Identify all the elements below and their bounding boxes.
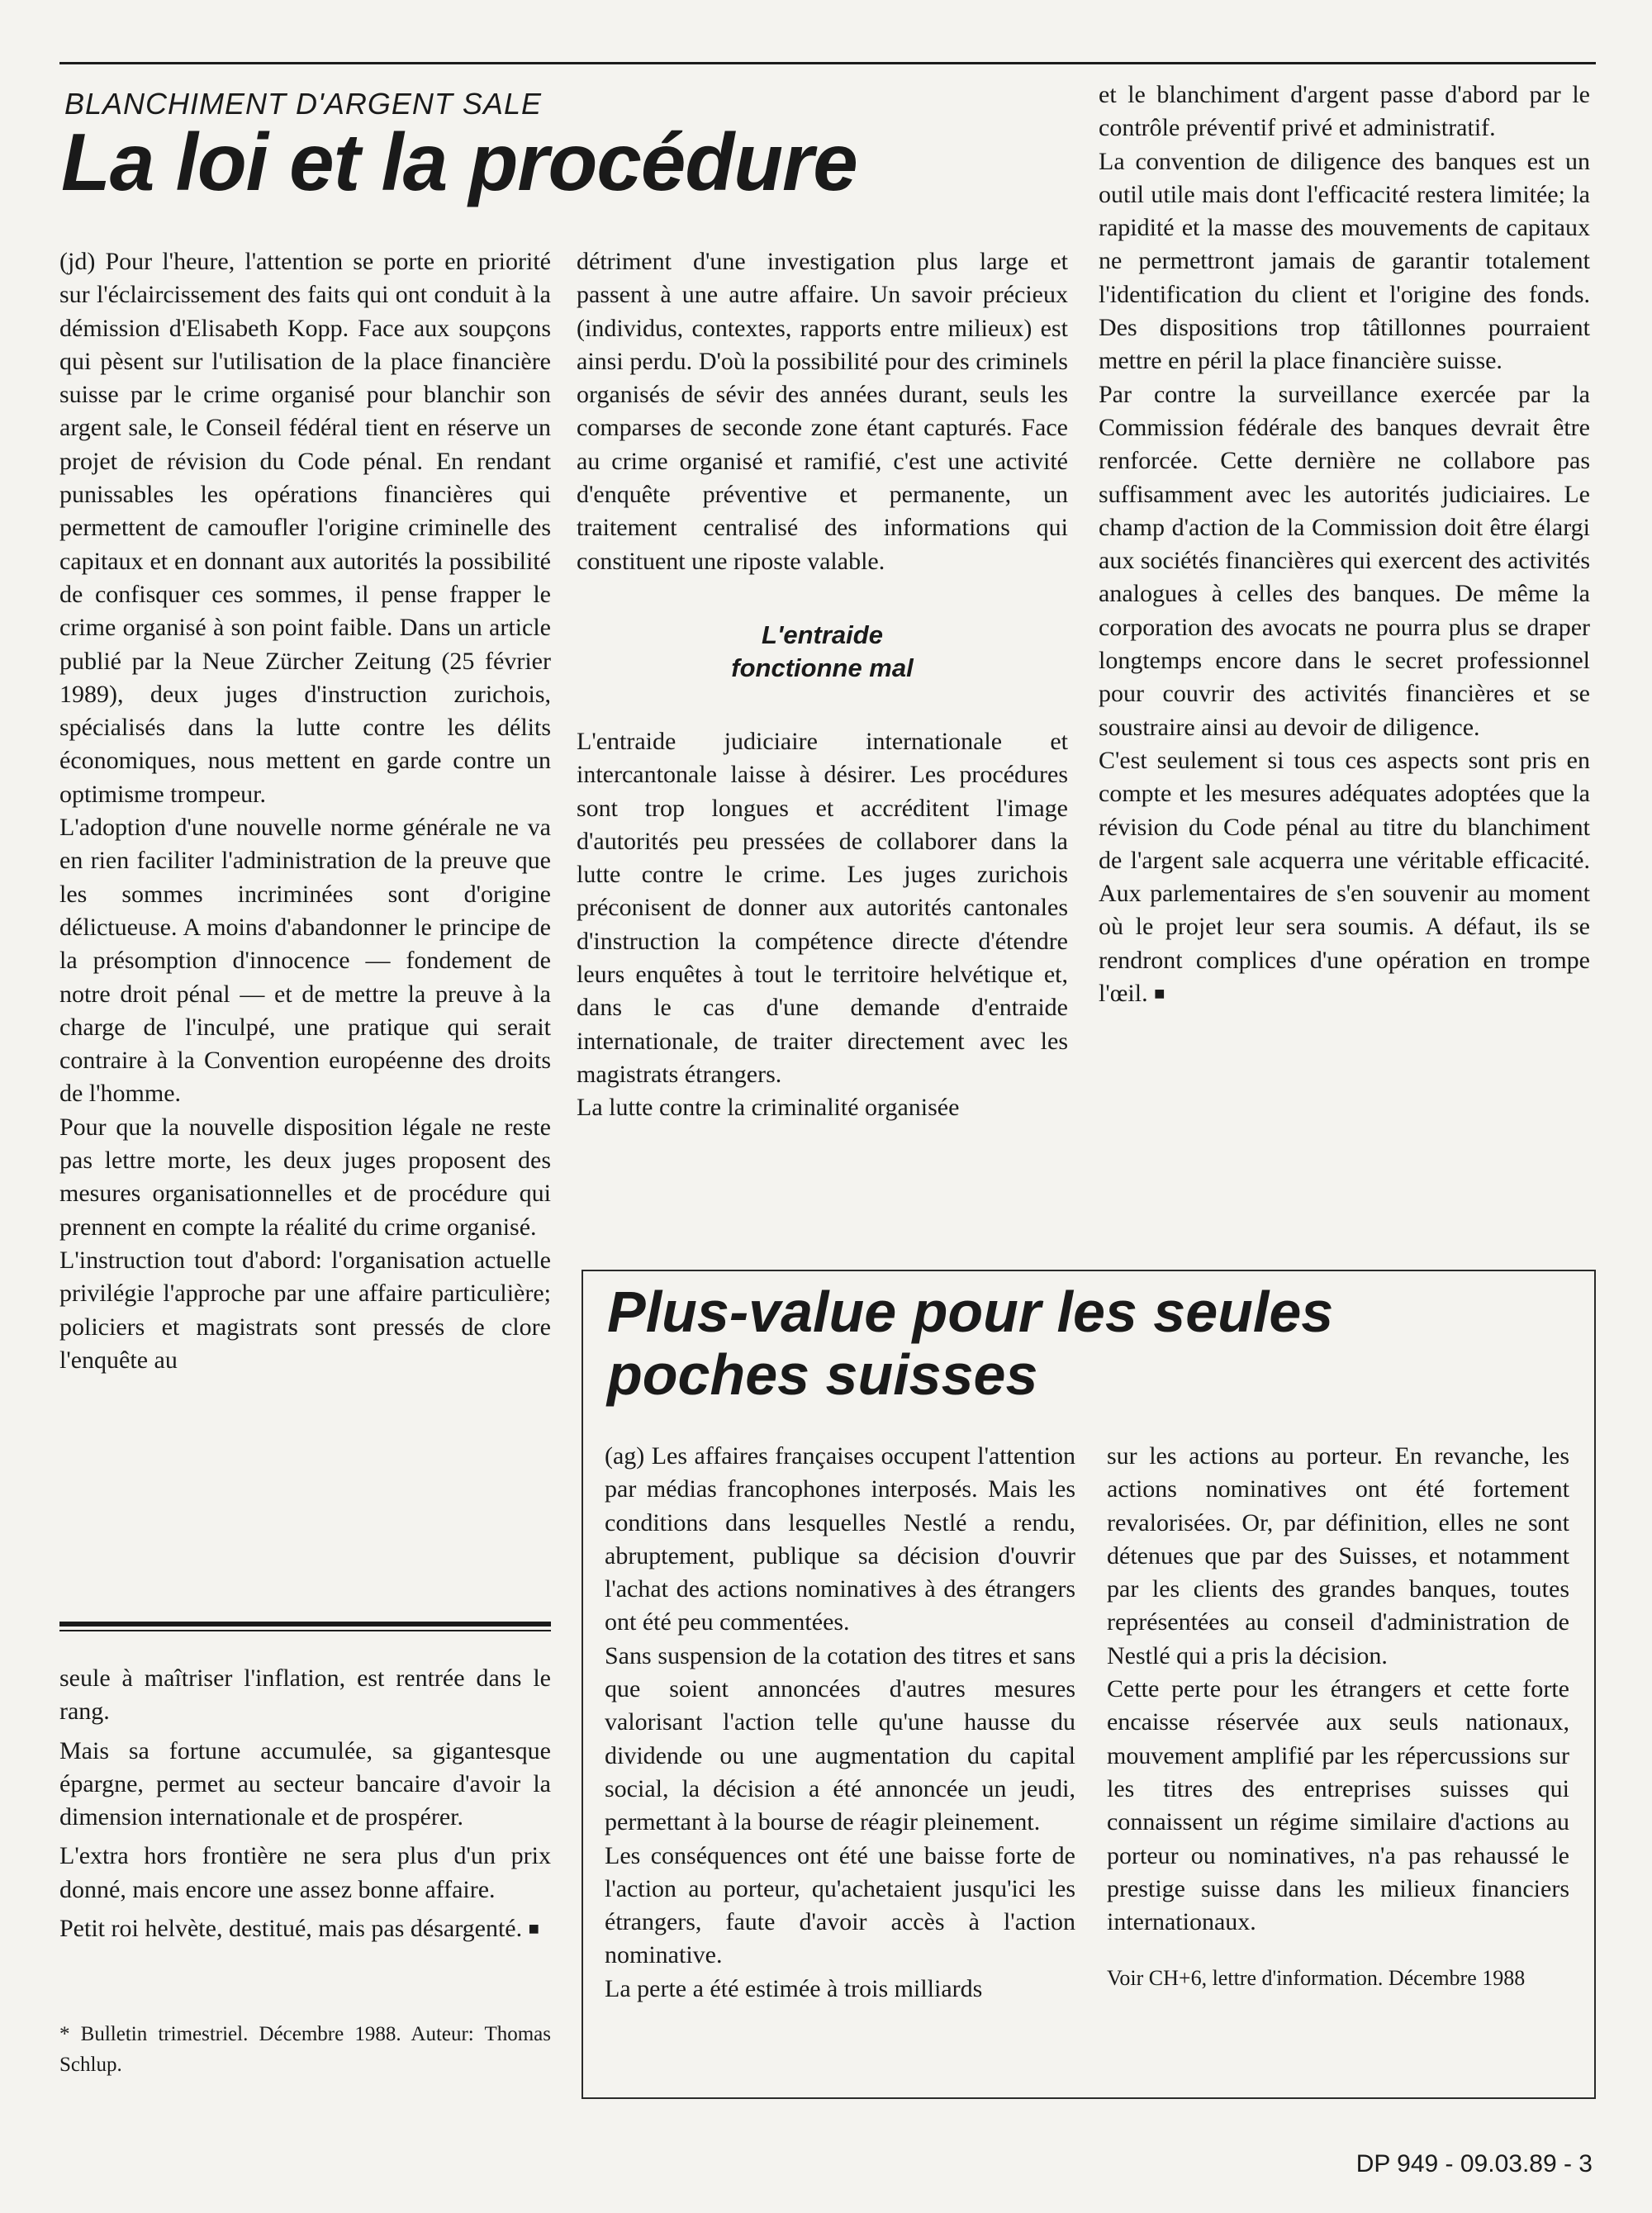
article-column-1 bbox=[59, 245, 551, 1377]
article-title: La loi et la procédure bbox=[61, 116, 857, 207]
paragraph: La perte a été estimée à trois milliards bbox=[605, 1974, 983, 2002]
paragraph: L'adoption d'une nouvelle norme générale ne va en rien faciliter l'administration de la preuve que les sommes incriminées sont d'origine délictueuse. A moins d'abandonner le principe de la présomption d'innocence — fondement de notre droit pénal — et de mettre la preuve à la charge de l'inculpé, une pratique qui serait contraire à la Convention européenne des droits de l'homme. bbox=[59, 814, 551, 1108]
paragraph: L'instruction tout d'abord: l'organisation actuelle privilégie l'approche par une affaire particulière; policiers et magistrats sont pressés de clore l'enquête au bbox=[59, 1246, 551, 1374]
paragraph: seule à maîtriser l'inflation, est rentrée dans le rang. bbox=[59, 1664, 551, 1726]
top-rule bbox=[59, 62, 1596, 64]
continued-article bbox=[59, 1662, 551, 1945]
paragraph bbox=[59, 1912, 551, 1945]
paragraph: détriment d'une investigation plus large et passent à une autre affaire. Un savoir précieux (individus, contextes, rapports entre milieux) est ainsi perdu. D'où la possibilité pour des criminels organisés de sévir des années durant, seuls les comparses de seconde zone étant capturés. Face au crime organisé et ramifié, c'est une activité d'enquête préventive et permanente, un traitement centralisé des informations qui constituent une riposte valable. bbox=[577, 248, 1068, 575]
article-column-3 bbox=[1099, 78, 1590, 1010]
paragraph: et le blanchiment d'argent passe d'abord par le contrôle préventif privé et administratif. bbox=[1099, 81, 1590, 142]
paragraph: Cette perte pour les étrangers et cette forte encaisse réservée aux seuls nationaux, mouvement amplifié par les répercussions sur les titres des entreprises suisses qui connaissent un régime similaire d'actions au porteur ou nominatives, n'a pas rehaussé le prestige suisse dans les milieux financiers internationaux. bbox=[1107, 1675, 1569, 1936]
double-rule bbox=[59, 1622, 551, 1631]
paragraph: Sans suspension de la cotation des titres et sans que soient annoncées d'autres mesures valorisant l'action telle qu'une hausse du dividende ou une augmentation du capital social, la décision a été annoncée un jeudi, permettant à la bourse de réagir pleinement. bbox=[605, 1641, 1075, 1836]
end-mark-icon: ■ bbox=[528, 1918, 539, 1940]
paragraph-text: C'est seulement si tous ces aspects sont pris en compte et les mesures adéquates adoptées que la révision du Code pénal au titre du blanchiment de l'argent sale acquerra une véritable efficacité. Aux parlementaires de s'en souvenir au moment où le projet leur sera soumis. A défaut, ils se rendront complices d'une opération en trompe l'œil. bbox=[1099, 746, 1590, 1008]
subheading-line: L'entraide bbox=[762, 620, 883, 649]
paragraph: L'extra hors frontière ne sera plus d'un prix donné, mais encore une assez bonne affaire. bbox=[59, 1842, 551, 1903]
footnote: * Bulletin trimestriel. Décembre 1988. Auteur: Thomas Schlup. bbox=[59, 2023, 551, 2076]
boxed-column-1 bbox=[605, 1440, 1075, 2006]
paragraph: L'entraide judiciaire internationale et intercantonale laisse à désirer. Les procédures sont trop longues et accréditent l'image d'autorités peu pressées de collaborer dans la lutte contre le crime. Les juges zurichois préconisent de donner aux autorités cantonales d'instruction la compétence directe d'étendre leurs enquêtes à tout le territoire helvétique et, dans le cas d'une demande d'entraide internationale, de traiter directement avec les magistrats étrangers. bbox=[577, 727, 1068, 1088]
paragraph: Par contre la surveillance exercée par la Commission fédérale des banques devrait être renforcée. Cette dernière ne collabore pas suffisamment avec les autorités judiciaires. Le champ d'action de la Commission doit être élargi aux sociétés financières qui exercent des activités analogues à celles des banques. De même la corporation des avocats ne pourra plus se draper longtemps encore dans le secret professionnel pour couvrir des activités financières et se soustraire ainsi au devoir de diligence. bbox=[1099, 380, 1590, 741]
paragraph: (ag) Les affaires françaises occupent l'attention par médias francophones interposés. Mais les conditions dans lesquelles Nestlé a rendu, abruptement, publique sa décision d'ouvrir l'achat des actions nominatives à des étrangers ont été peu commentées. bbox=[605, 1442, 1075, 1636]
paragraph: La convention de diligence des banques est un outil utile mais dont l'efficacité restera limitée; la rapidité et la masse des mouvements de capitaux ne permettront jamais de garantir totalement l'identification du client et l'origine des fonds. Des dispositions trop tâtillonnes pourraient mettre en péril la place financière suisse. bbox=[1099, 147, 1590, 375]
paragraph: Pour que la nouvelle disposition légale ne reste pas lettre morte, les deux juges proposent des mesures organisationnelles et de procédure qui prennent en compte la réalité du crime organisé. bbox=[59, 1113, 551, 1241]
subheading bbox=[577, 619, 1068, 685]
paragraph-text: Petit roi helvète, destitué, mais pas désargenté. bbox=[59, 1915, 523, 1943]
boxed-column-2 bbox=[1107, 1440, 1569, 1995]
paragraph: (jd) Pour l'heure, l'attention se porte en priorité sur l'éclaircissement des faits qui ont conduit à la démission d'Elisabeth Kopp. Face aux soupçons qui pèsent sur l'utilisation de la place financière suisse par le crime organisé pour blanchir son argent sale, le Conseil fédéral tient en réserve un projet de révision du Code pénal. En rendant punissables les opérations financières qui permettent de camoufler l'origine criminelle des capitaux et en donnant aux autorités la possibilité de confisquer ces sommes, il pense frapper le crime organisé à son point faible. Dans un article publié par la Neue Zürcher Zeitung (25 février 1989), deux juges d'instruction zurichois, spécialisés dans la lutte contre les délits économiques, nous mettent en garde contre un optimisme trompeur. bbox=[59, 248, 551, 808]
section-rubric: BLANCHIMENT D'ARGENT SALE bbox=[64, 87, 542, 121]
paragraph: Les conséquences ont été une baisse forte de l'action au porteur, qu'achetaient jusqu'ici les étrangers, faute d'avoir accès à l'action nominative. bbox=[605, 1841, 1075, 1969]
end-mark-icon: ■ bbox=[1154, 983, 1165, 1004]
subheading-line: fonctionne mal bbox=[731, 653, 914, 682]
title-line: poches suisses bbox=[607, 1342, 1038, 1407]
paragraph: Mais sa fortune accumulée, sa gigantesque épargne, permet au secteur bancaire d'avoir la dimension internationale et de prospérer. bbox=[59, 1736, 551, 1831]
article-column-2 bbox=[577, 245, 1068, 1125]
reference-note: Voir CH+6, lettre d'information. Décembre 1988 bbox=[1107, 1966, 1526, 1991]
paragraph bbox=[1099, 744, 1590, 1010]
paragraph: La lutte contre la criminalité organisée bbox=[577, 1094, 960, 1122]
page-folio: DP 949 - 09.03.89 - 3 bbox=[1355, 2150, 1593, 2177]
paragraph: sur les actions au porteur. En revanche, les actions nominatives ont été fortement revalorisées. Or, par définition, elles ne sont détenues que par des Suisses, et notamment par les clients des grandes banques, toutes représentées au conseil d'administration de Nestlé qui a pris la décision. bbox=[1107, 1442, 1569, 1669]
boxed-article-title bbox=[607, 1280, 1333, 1406]
title-line: Plus-value pour les seules bbox=[607, 1280, 1334, 1344]
